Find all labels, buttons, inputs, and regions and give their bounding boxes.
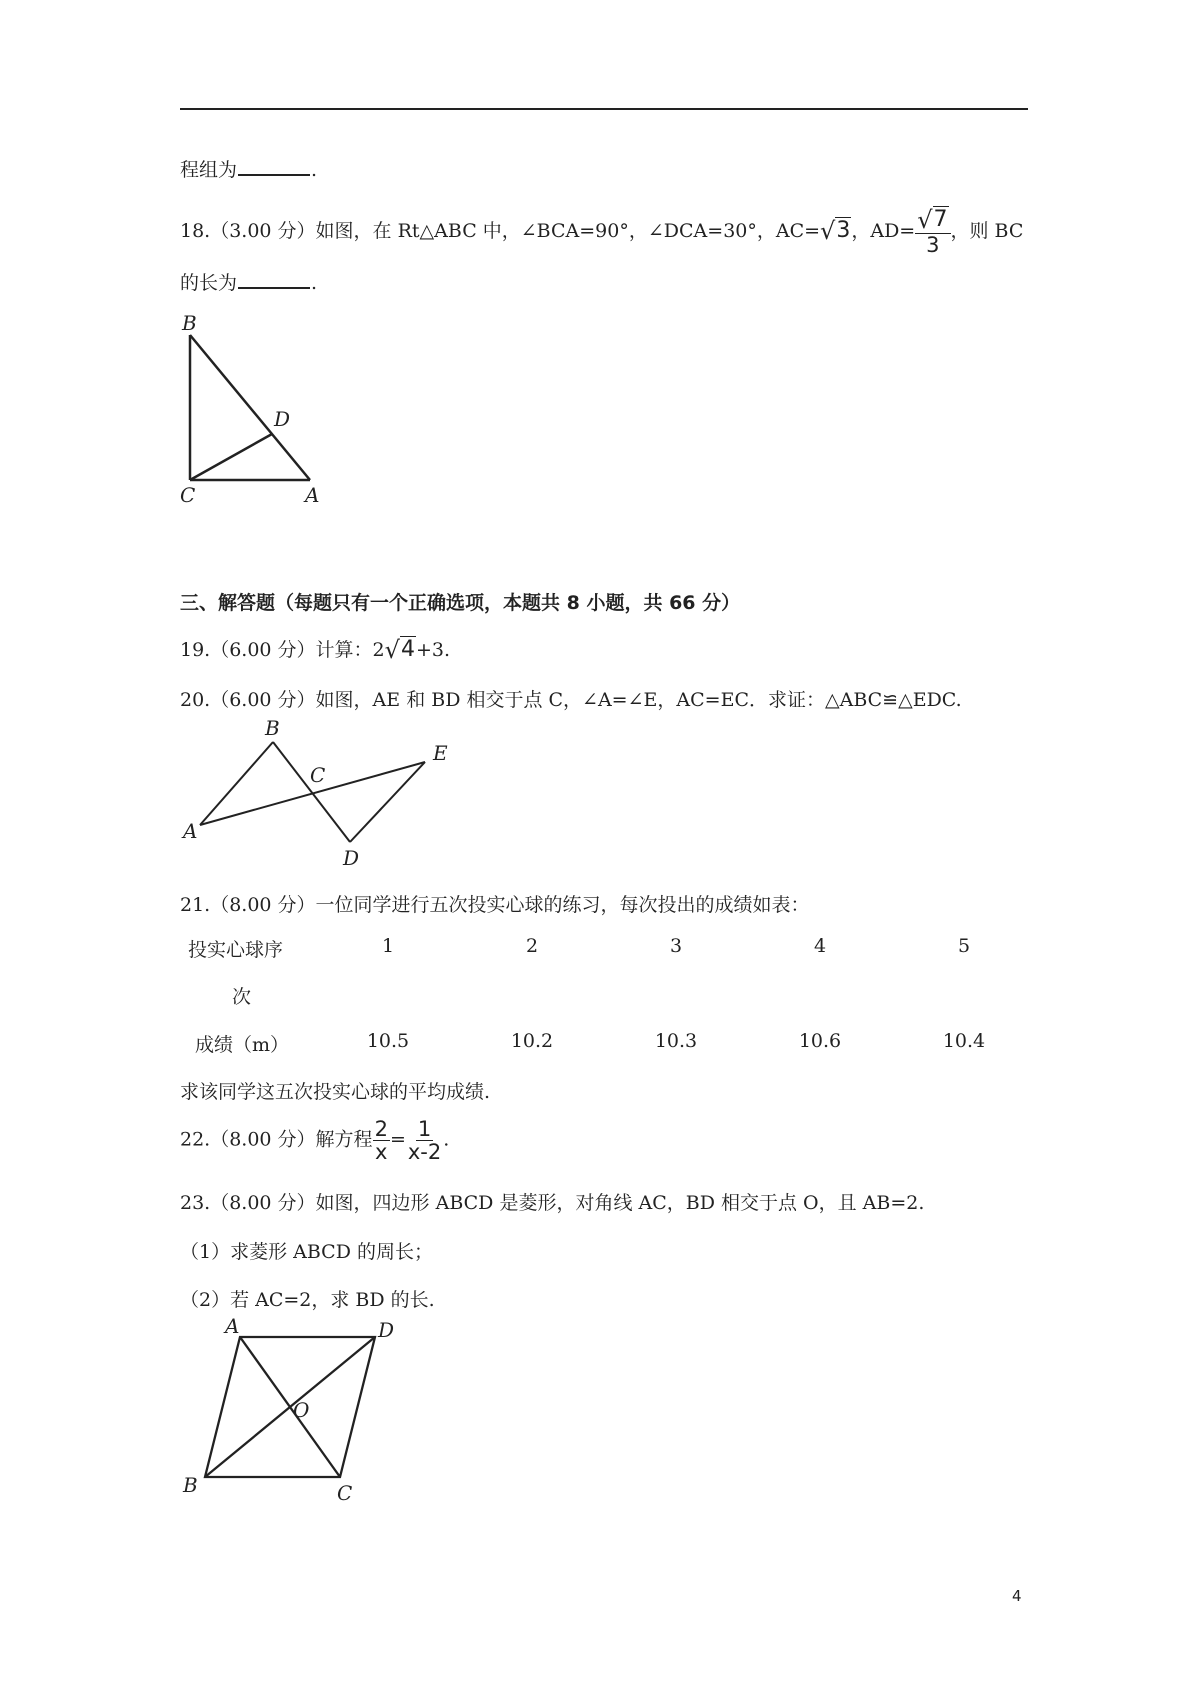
question-21: 21.（8.00 分）一位同学进行五次投实心球的练习，每次投出的成绩如表： [180, 894, 810, 916]
answer-blank [238, 156, 310, 176]
label-c: C [180, 483, 196, 507]
table-cell: 3 [669, 935, 683, 957]
label-b: B [265, 720, 280, 740]
label-d: D [343, 846, 360, 870]
question-23: 23.（8.00 分）如图，四边形 ABCD 是菱形，对角线 AC，BD 相交于点 O，且 AB=2. [180, 1192, 925, 1214]
label-a: A [305, 483, 320, 507]
label-b: B [182, 311, 197, 335]
table-cell: 10.2 [510, 1030, 554, 1052]
label-c: C [337, 1481, 353, 1505]
question-23-part2: （2）若 AC=2，求 BD 的长. [180, 1289, 435, 1311]
table-cell: 10.3 [654, 1030, 698, 1052]
table-cell: 1 [381, 935, 395, 957]
table-cell: 2 [525, 935, 539, 957]
figure-18-triangle [170, 310, 340, 510]
answer-blank [238, 269, 310, 289]
table-cell: 10.6 [798, 1030, 842, 1052]
figure-20-triangles [175, 720, 465, 870]
segment-ab [200, 742, 273, 825]
label-d: D [378, 1318, 395, 1342]
fraction-ad: $\frac{√7}{3}$ [915, 208, 950, 256]
question-21-ask: 求该同学这五次投实心球的平均成绩. [180, 1081, 491, 1103]
sqrt-ac: √3 [820, 217, 851, 246]
continued-line: 程组为 . [180, 155, 317, 182]
table-cell: 10.5 [366, 1030, 410, 1052]
label-c: C [310, 763, 326, 787]
label-a: A [225, 1315, 240, 1338]
question-18-line2: 的长为 . [180, 268, 317, 295]
table-header-order: 投实心球序 [188, 939, 284, 961]
table-header-score: 成绩（m） [195, 1034, 290, 1056]
label-b: B [183, 1473, 198, 1497]
sqrt-4: √4 [384, 636, 415, 664]
page-number: 4 [1012, 1587, 1022, 1605]
segment-ba [190, 335, 310, 480]
figure-23-rhombus [175, 1315, 415, 1515]
question-18: 18.（3.00 分）如图，在 Rt△ABC 中，∠BCA=90°，∠DCA=30°，AC=√3，AD= $\frac{√7}{3}$ ，则 BC [180, 206, 1024, 258]
question-20: 20.（6.00 分）如图，AE 和 BD 相交于点 C，∠A=∠E，AC=EC．求证：△ABC≌△EDC. [180, 689, 962, 711]
fraction-lhs: $\frac{2}{x}$ [374, 1117, 388, 1165]
header-rule [180, 108, 1028, 110]
segment-ed [350, 762, 425, 842]
section-heading: 三、解答题（每题只有一个正确选项，本题共 8 小题，共 66 分） [180, 592, 741, 614]
table-header-order-2: 次 [232, 986, 252, 1008]
label-a: A [183, 819, 198, 843]
question-19: 19.（6.00 分）计算：2√4+3. [180, 636, 451, 664]
table-cell: 4 [813, 935, 827, 957]
table-cell: 10.4 [942, 1030, 986, 1052]
label-d: D [274, 407, 291, 431]
diagonal-bd [205, 1337, 375, 1477]
question-23-part1: （1）求菱形 ABCD 的周长； [180, 1241, 433, 1263]
label-o: O [293, 1398, 310, 1422]
fraction-rhs: $\frac{1}{x-2}$ [407, 1117, 442, 1165]
question-22: 22.（8.00 分）解方程 $\frac{2}{x}$ = $\frac{1}{x-2}$ . [180, 1117, 450, 1165]
table-cell: 5 [957, 935, 971, 957]
segment-bd [273, 742, 350, 842]
segment-cd [190, 434, 272, 480]
label-e: E [433, 741, 448, 765]
